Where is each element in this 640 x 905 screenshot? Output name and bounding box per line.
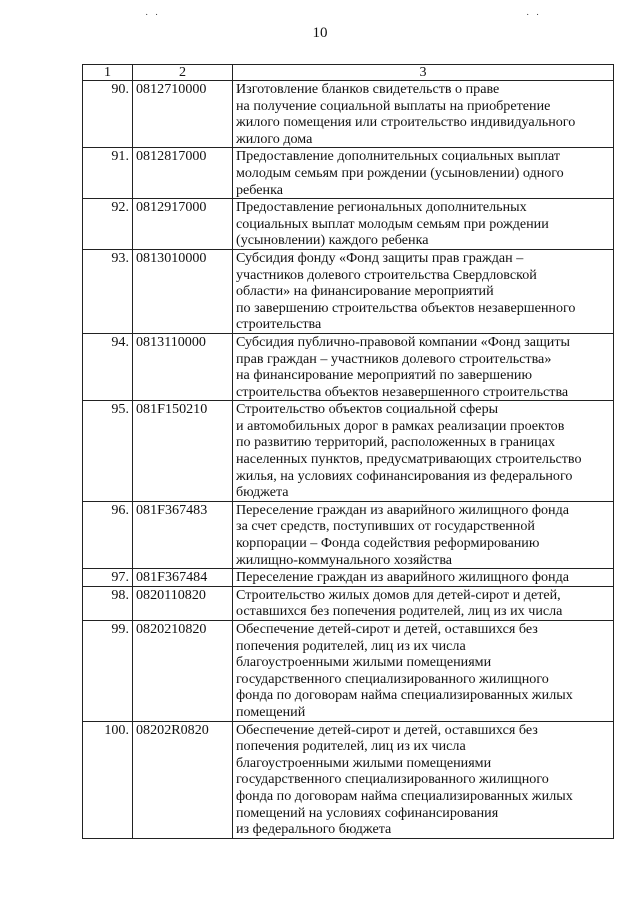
row-name-line: на получение социальной выплаты на приобретение: [236, 97, 551, 114]
table-row: [83, 333, 614, 400]
row-name-line: молодым семьям при рождении (усыновлении) одного: [236, 164, 564, 181]
row-name-line: жилищно-коммунального хозяйства: [236, 551, 453, 568]
row-name-line: государственного специализированного жилищного: [236, 670, 549, 687]
row-code-cell: 081F367484: [133, 569, 233, 587]
row-name-line: бюджета: [236, 484, 289, 501]
row-name-line: Субсидия фонду «Фонд защиты прав граждан –: [236, 249, 524, 266]
row-code-cell: 0813110000: [133, 333, 233, 400]
row-code-cell: 0813010000: [133, 249, 233, 333]
table-header-row: [83, 65, 614, 81]
row-name-line: жилья, на условиях софинансирования из федерального: [236, 467, 573, 484]
row-name-line: государственного специализированного жилищного: [236, 771, 549, 788]
table-row: [83, 148, 614, 199]
row-code-cell: 0820110820: [133, 586, 233, 620]
row-name-line: за счет средств, поступивших от государственной: [236, 518, 535, 535]
row-number-cell: 100.: [83, 721, 133, 838]
budget-code-table: [82, 64, 614, 839]
column-header-number: 1: [83, 65, 133, 81]
column-header-name: 3: [233, 65, 614, 81]
row-code-cell: 0812817000: [133, 148, 233, 199]
row-name-line: Обеспечение детей-сирот и детей, оставшихся без: [236, 621, 538, 637]
row-number-cell: 97.: [83, 569, 133, 587]
page-number: 10: [312, 25, 328, 41]
row-number-cell: 94.: [83, 333, 133, 400]
row-number-cell: 96.: [83, 501, 133, 568]
row-number-cell: 98.: [83, 586, 133, 620]
table-row: [83, 501, 614, 568]
row-name-line: Переселение граждан из аварийного жилищного фонда: [236, 569, 570, 586]
row-name-line: фонда по договорам найма специализированных жилых: [236, 687, 573, 704]
row-name-line: фонда по договорам найма специализированных жилых: [236, 787, 573, 804]
row-code-cell: 081F367483: [133, 501, 233, 568]
row-name-line: на финансирование мероприятий по завершению: [236, 367, 532, 384]
row-name-line: Предоставление дополнительных социальных выплат: [236, 148, 561, 165]
row-name-line: Субсидия публично-правовой компании «Фонд защиты: [236, 333, 570, 350]
row-name-cell: [233, 333, 614, 400]
row-name-line: строительства объектов незавершенного строительства: [236, 383, 569, 400]
row-name-line: строительства: [236, 316, 322, 333]
row-name-line: благоустроенными жилыми помещениями: [236, 754, 492, 771]
row-name-line: Строительство жилых домов для детей-сирот и детей,: [236, 586, 561, 603]
row-name-cell: [233, 569, 614, 587]
row-name-cell: [233, 621, 614, 722]
row-number-cell: 91.: [83, 148, 133, 199]
top-right-mark: ˙ ˙: [526, 13, 542, 24]
row-name-line: по развитию территорий, расположенных в границах: [236, 434, 555, 451]
row-code-cell: 0812917000: [133, 199, 233, 250]
row-name-line: прав граждан – участников долевого строительства»: [236, 350, 552, 367]
row-name-line: корпорации – Фонда содействия реформированию: [236, 535, 540, 552]
row-name-line: попечения родителей, лиц из их числа: [236, 637, 466, 654]
table-row: [83, 586, 614, 620]
row-name-line: (усыновлении) каждого ребенка: [236, 232, 429, 249]
row-name-cell: [233, 501, 614, 568]
row-name-cell: [233, 586, 614, 620]
row-name-line: попечения родителей, лиц из их числа: [236, 738, 466, 755]
row-name-line: жилого дома: [236, 130, 313, 147]
row-code-cell: 0812710000: [133, 81, 233, 148]
row-name-cell: [233, 401, 614, 502]
row-name-line: по завершению строительства объектов незавершенного: [236, 299, 576, 316]
row-name-line: Строительство объектов социальной сферы: [236, 401, 499, 418]
row-name-line: Предоставление региональных дополнительных: [236, 199, 527, 216]
row-name-cell: [233, 249, 614, 333]
row-name-line: из федерального бюджета: [236, 821, 392, 838]
row-name-line: жилого помещения или строительство индивидуального: [236, 114, 576, 131]
table-row: [83, 569, 614, 587]
row-name-line: ребенка: [236, 181, 283, 198]
row-name-line: и автомобильных дорог в рамках реализации проектов: [236, 417, 565, 434]
row-number-cell: 95.: [83, 401, 133, 502]
row-number-cell: 92.: [83, 199, 133, 250]
row-name-cell: [233, 81, 614, 148]
row-name-line: помещений: [236, 703, 306, 720]
table-body: [83, 81, 614, 839]
row-number-cell: 93.: [83, 249, 133, 333]
table-row: [83, 81, 614, 148]
row-name-line: Обеспечение детей-сирот и детей, оставшихся без: [236, 721, 538, 738]
row-name-line: Переселение граждан из аварийного жилищного фонда: [236, 501, 570, 518]
table-row: [83, 621, 614, 722]
row-code-cell: 081F150210: [133, 401, 233, 502]
table-row: [83, 199, 614, 250]
column-header-code: 2: [133, 65, 233, 81]
row-name-line: благоустроенными жилыми помещениями: [236, 654, 492, 671]
row-name-line: Изготовление бланков свидетельств о праве: [236, 81, 500, 97]
top-left-mark: ˙ ˙: [145, 13, 161, 24]
table-row: [83, 249, 614, 333]
row-name-cell: [233, 199, 614, 250]
table-row: [83, 401, 614, 502]
row-name-line: помещений на условиях софинансирования: [236, 804, 499, 821]
row-number-cell: 99.: [83, 621, 133, 722]
row-name-cell: [233, 148, 614, 199]
row-name-line: области» на финансирование мероприятий: [236, 283, 494, 300]
table-row: [83, 721, 614, 838]
row-number-cell: 90.: [83, 81, 133, 148]
row-name-line: оставшихся без попечения родителей, лиц из их числа: [236, 603, 563, 620]
row-code-cell: 0820210820: [133, 621, 233, 722]
row-name-line: населенных пунктов, предусматривающих строительство: [236, 451, 582, 468]
row-code-cell: 08202R0820: [133, 721, 233, 838]
row-name-line: участников долевого строительства Свердловской: [236, 266, 537, 283]
row-name-line: социальных выплат молодым семьям при рождении: [236, 215, 549, 232]
row-name-cell: [233, 721, 614, 838]
